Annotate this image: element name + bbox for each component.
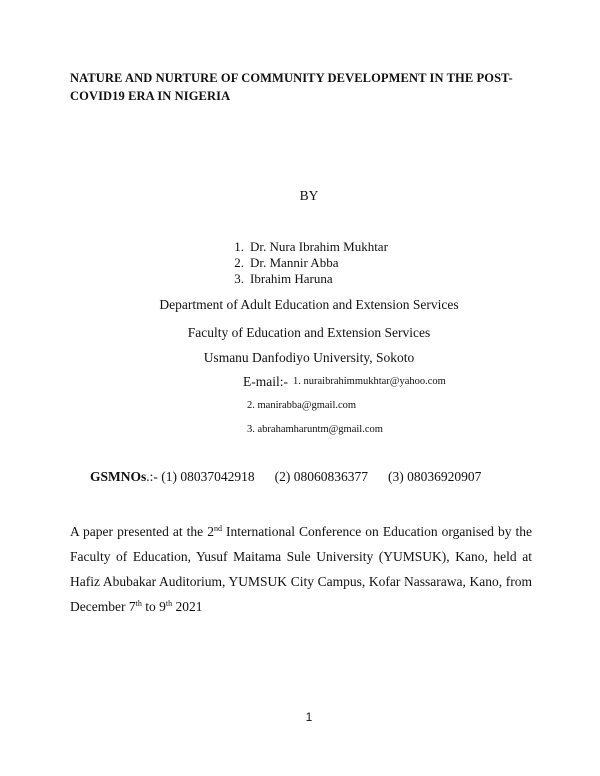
author-list [226, 239, 388, 287]
email-address-1: 1. nuraibrahimmukhtar@yahoo.com [293, 376, 446, 387]
ordinal-suffix: th [135, 599, 142, 608]
email-address-3: 3. abrahamharuntm@gmail.com [247, 424, 383, 435]
paragraph-text: International Conference on Education organised by the Faculty of Education, Yusuf Maitama Sule University (YUMSUK), Kano, held at Hafiz Abubakar Auditorium, YUMSUK City Campus, Kofar Nassarawa, Kano, from December 7 [70, 524, 532, 614]
gsm-label: GSMNOs [90, 469, 147, 484]
gsm-numbers-line [90, 469, 481, 485]
author-item [226, 239, 388, 255]
paper-title: NATURE AND NURTURE OF COMMUNITY DEVELOPMENT IN THE POST-COVID19 ERA IN NIGERIA [70, 71, 513, 103]
author-name: Dr. Mannir Abba [250, 255, 339, 270]
university-line: Usmanu Danfodiyo University, Sokoto [203, 350, 415, 365]
author-number: 1. [234, 239, 244, 254]
author-name: Ibrahim Haruna [250, 271, 333, 286]
ordinal-suffix: nd [213, 524, 222, 533]
paragraph-text: to 9 [141, 599, 166, 614]
paragraph-text: 2021 [172, 599, 203, 614]
gsm-separator: .:- [146, 469, 162, 484]
author-name: Dr. Nura Ibrahim Mukhtar [250, 239, 388, 254]
author-number: 2. [234, 255, 244, 270]
author-number: 3. [234, 271, 244, 286]
presentation-paragraph [70, 519, 532, 619]
page-number: 1 [305, 710, 313, 724]
email-label: E-mail:- [243, 374, 288, 389]
author-item [226, 255, 388, 271]
by-heading: BY [299, 188, 319, 203]
gsm-number-1: (1) 08037042918 [161, 469, 255, 484]
paragraph-text: A paper presented at the 2 [70, 524, 214, 539]
ordinal-suffix: th [165, 599, 173, 608]
department-line: Department of Adult Education and Extension Services [159, 297, 459, 312]
gsm-number-2: (2) 08060836377 [274, 469, 369, 484]
author-item [226, 271, 388, 287]
gsm-number-3: (3) 08036920907 [388, 469, 482, 484]
faculty-line: Faculty of Education and Extension Services [187, 325, 431, 340]
email-address-2: 2. manirabba@gmail.com [247, 400, 357, 411]
